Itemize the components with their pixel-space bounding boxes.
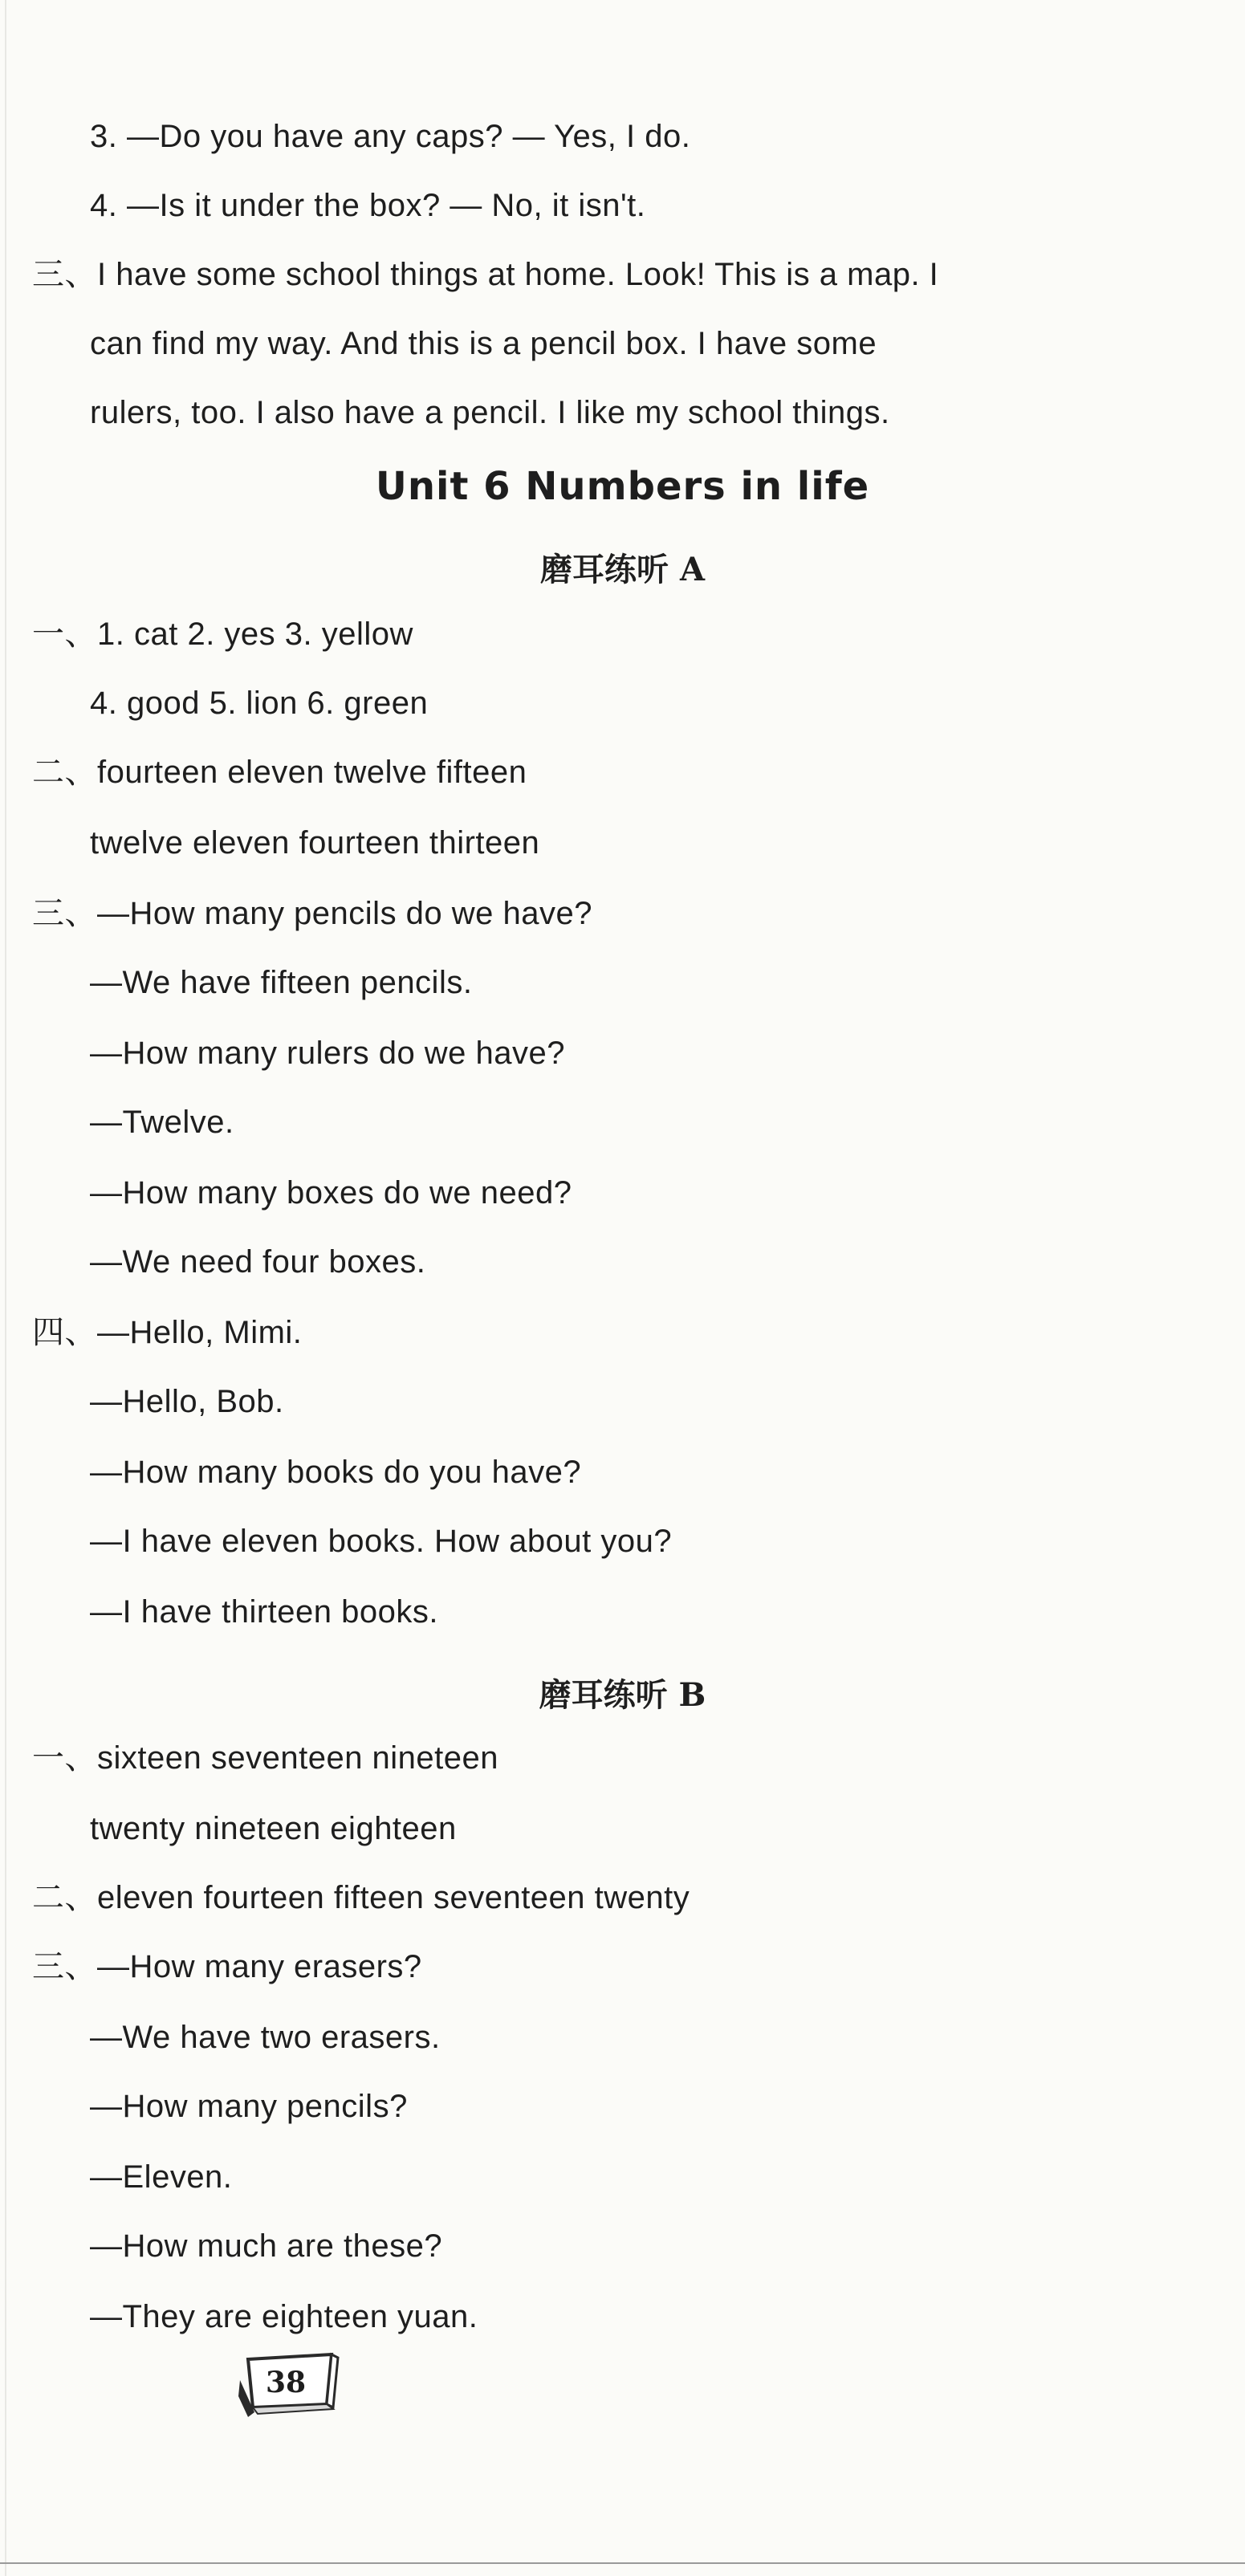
b-s3-line4: —Eleven.: [90, 2159, 233, 2195]
a-s3-line3: —How many rulers do we have?: [90, 1036, 566, 1071]
page-edge-shadow: [5, 0, 6, 2576]
a-s1-line1: 一、1. cat 2. yes 3. yellow: [32, 617, 413, 652]
a-s4-line1: 四、—Hello, Mimi.: [32, 1315, 303, 1350]
passage-line-2: can find my way. And this is a pencil box. I have some: [90, 326, 877, 361]
a-s3-line1: 三、—How many pencils do we have?: [32, 896, 593, 931]
unit-title: Unit 6 Numbers in life: [375, 464, 870, 509]
a-s1-line2: 4. good 5. lion 6. green: [90, 686, 429, 721]
a-s3-line2: —We have fifteen pencils.: [90, 965, 473, 1000]
a-s4-line3: —How many books do you have?: [90, 1455, 582, 1490]
bottom-rule: [0, 2562, 1245, 2564]
b-s2-line1: 二、eleven fourteen fifteen seventeen twenty: [32, 1880, 690, 1915]
section-title-a: 磨耳练听 A: [540, 551, 705, 588]
page-number-badge: [237, 2348, 345, 2420]
b-s3-line1: 三、—How many erasers?: [32, 1949, 422, 1984]
b-s3-line5: —How much are these?: [90, 2228, 443, 2264]
a-s2-line2: twelve eleven fourteen thirteen: [90, 825, 540, 861]
passage-line-1: 三、I have some school things at home. Look! This is a map. I: [32, 257, 939, 292]
b-s3-line2: —We have two erasers.: [90, 2020, 441, 2055]
answer-line-q3: 3. —Do you have any caps? — Yes, I do.: [90, 119, 691, 154]
a-s4-line5: —I have thirteen books.: [90, 1594, 438, 1630]
b-s3-line3: —How many pencils?: [90, 2089, 408, 2124]
a-s4-line2: —Hello, Bob.: [90, 1384, 284, 1419]
b-s1-line2: twenty nineteen eighteen: [90, 1811, 457, 1846]
b-s1-line1: 一、sixteen seventeen nineteen: [32, 1740, 499, 1776]
section-title-b: 磨耳练听 B: [539, 1676, 706, 1714]
a-s3-line6: —We need four boxes.: [90, 1244, 426, 1280]
a-s3-line4: —Twelve.: [90, 1105, 234, 1140]
a-s3-line5: —How many boxes do we need?: [90, 1175, 572, 1211]
answer-line-q4: 4. —Is it under the box? — No, it isn't.: [90, 188, 646, 223]
page-number: 38: [266, 2366, 307, 2399]
b-s3-line6: —They are eighteen yuan.: [90, 2299, 478, 2334]
a-s4-line4: —I have eleven books. How about you?: [90, 1524, 673, 1559]
a-s2-line1: 二、fourteen eleven twelve fifteen: [32, 755, 527, 790]
passage-line-3: rulers, too. I also have a pencil. I like my school things.: [90, 395, 890, 430]
